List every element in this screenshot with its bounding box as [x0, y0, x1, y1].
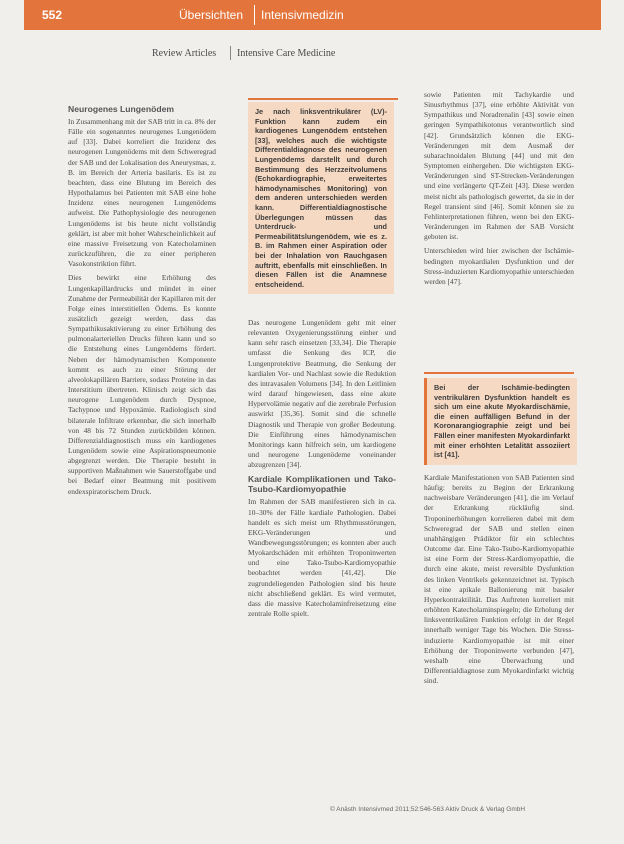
paragraph: Unterschieden wird hier zwischen der Ischämie-bedingten myokardialen Dysfunktion und der Stress-induzierten Kardiomyopathie unterschieden werden [47].: [424, 246, 574, 286]
callout-box: Je nach linksventrikulärer (LV)-Funktion kann zudem ein kardiogenes Lungenödem entstehen [33], welches auch die wichtigste Differentialdiagnose des neurogenen Lungenödems darstellt und durch Bestimmung des Herzzeitvolumens (Echokardiographie, erweitertes hämodynamisches Monitoring) von dem anderen unterschieden werden kann. Differentialdiagnostische Überlegungen müssen das Unterdruck- und Permeabilitätslungenödem, wie es z. B. im Rahmen einer Aspiration oder bei der Inhalation von Rauchgasen auftritt, ebenfalls mit einschließen. In diesen Fällen ist die Anamnese entscheidend.: [248, 102, 394, 294]
page-number: 552: [42, 8, 63, 22]
category-label: Intensivmedizin: [261, 8, 344, 22]
header-divider: [254, 5, 255, 25]
callout-rule: [424, 372, 574, 374]
callout-box: Bei der Ischämie-bedingten ventrikulären Dysfunktion handelt es sich um eine akute Myokardischämie, die einen auffälligen Befund in der Koronarangiographie zeigt und bei Fällen einer manifesten Myokardinfarkt mit einer erhöhten Letalität assoziiert ist [41].: [424, 378, 577, 465]
column-1: [68, 104, 216, 501]
callout-rule: [248, 98, 398, 100]
subheader-right: Intensive Care Medicine: [237, 48, 336, 59]
paragraph: Dies bewirkt eine Erhöhung des Lungenkapillardrucks und mündet in einer Zunahme der Permeabilität der Kapillaren mit der Folge eines interstitiellen Ödems. Es konnte zusätzlich gezeigt werden, dass das Sympathikusaktivierung zu einer Erhöhung des pulmonalarteriellen Drucks führen kann und so die Entstehung eines Lungenödems fördert. Neben der hämodynamischen Komponente kommt es auch zu einer Störung der alveolokapillären Barriere, sodass Proteine in das Interstitium übertreten. Klinisch zeigt sich das neurogene Lungenödem durch Dyspnoe, Tachypnoe und Hypoxämie. Radiologisch sind bilaterale Infiltrate erkennbar, die sich innerhalb von 48 bis 72 Stunden zurückbilden können. Differenzialdiagnostisch muss ein kardiogenes Lungenödem sowie eine Aspirationspneumonie abgegrenzt werden. Die Therapie besteht in supportiven Maßnahmen wie Sauerstoffgabe und bei Bedarf einer Beatmung mit positivem endexspiratorischem Druck.: [68, 273, 216, 496]
paragraph: Kardiale Manifestationen von SAB Patienten sind häufig: bereits zu Beginn der Erkrankung nachweisbare Veränderungen [41], die im Verlauf der Erkrankung rückläufig sind. Troponinerhöhungen korrelieren dabei mit dem Schweregrad der SAB und stellen einen unabhängigen Prädiktor für ein schlechtes Outcome dar. Eine Tako-Tsubo-Kardiomyopathie ist eine Form der Stress-Kardiomyopathie, die durch eine akute, meist reversible Dysfunktion des linken Ventrikels gekennzeichnet ist. Typisch ist eine apikale Ballonierung mit basaler Hyperkontraktilität. Das Auftreten korreliert mit erhöhten Katecholaminspiegeln; die Erholung der linksventrikulären Funktion erfolgt in der Regel innerhalb weniger Tage bis Wochen. Die Stress-induzierte Kardiomyopathie ist mit einer Erhöhung der Troponinwerte verbunden [47], weshalb eine Überwachung und Differentialdiagnose zum Myokardinfarkt wichtig sind.: [424, 473, 574, 686]
header-bar: [24, 0, 601, 30]
section-label: Übersichten: [179, 8, 244, 22]
column-2: [248, 318, 396, 623]
paragraph: In Zusammenhang mit der SAB tritt in ca. 8% der Fälle ein sogenanntes neurogenes Lungenödem auf [33]. Dabei korreliert die Inzidenz des neurogenen Lungenödems mit dem Schweregrad der SAB und der Lokalisation des Aneurysmas, z. B. im Bereich der Arteria basilaris. Es ist zu beachten, dass eine Blutung im Bereich des Hypothalamus bei Patienten mit SAB eine hohe Inzidenz eines neurogenen Lungenödems aufweist. Die Pathophysiologie des neurogenen Lungenödems ist bis heute nicht vollständig geklärt, ist aber mit hoher Wahrscheinlichkeit auf eine massive Freisetzung von Katecholaminen zurückzuführen, die zu einer peripheren Vasokonstriktion führt.: [68, 117, 216, 269]
column-3-continued: [424, 473, 574, 690]
paragraph: Das neurogene Lungenödem geht mit einer relevanten Oxygenierungsstörung einher und kann sehr rasch einsetzen [33,34]. Die Therapie umfasst die Senkung des ICP, die Lungenprotektive Beatmung, die Senkung der kardialen Vor- und Nachlast sowie die Reduktion des intravasalen Volumens [34]. In den Leitlinien wird darauf hingewiesen, dass eine akute Hypervolämie negativ auf die zerebrale Perfusion auswirkt [35,36]. Somit sind die schnelle Diagnostik und Therapie von großer Bedeutung. Die Einführung eines hämodynamischen Monitorings kann hilfreich sein, um kardiogene und neurogene Lungenödeme voneinander abzugrenzen [34].: [248, 318, 396, 470]
section-heading: Neurogenes Lungenödem: [68, 104, 174, 114]
column-3: [424, 90, 574, 291]
footer-credit: © Anästh Intensivmed 2011;52:546-563 Aktiv Druck & Verlag GmbH: [330, 806, 526, 813]
subheader-divider: [230, 46, 231, 60]
section-heading: Kardiale Komplikationen und Tako-Tsubo-Kardiomyopathie: [248, 474, 396, 495]
paragraph: sowie Patienten mit Tachykardie und Sinusrhythmus [37], eine erhöhte Aktivität von Sympathikus und Noradrenalin [43] sowie einen geringen Sympathikotonus verantwortlich sind [42]. Grundsätzlich können die EKG-Veränderungen mit dem Ausmaß der subarachnoidalen Blutung [44] und mit den Symptomen einhergehen. Die wichtigsten EKG-Veränderungen sind ST-Strecken-Veränderungen und eine verlängerte QT-Zeit [43]. Diese werden meist nicht als pathologisch gewertet, da sie in der Regel transient sind [46]. Somit können sie zu Fehlinterpretationen führen, wenn bei den EKG-Veränderungen im Rahmen der SAB Vorsicht geboten ist.: [424, 90, 574, 242]
subheader-left: Review Articles: [152, 48, 217, 59]
paragraph: Im Rahmen der SAB manifestieren sich in ca. 10–30% der Fälle kardiale Pathologien. Dabei handelt es sich meist um Rhythmusstörungen, EKG-Veränderungen und Wandbewegungsstörungen; es konnten aber auch Myokardschäden mit erhöhten Troponinwerten und eine Tako-Tsubo-Kardiomyopathie beobachtet werden [41,42]. Die zugrundeliegenden Pathologien sind bis heute nicht abschließend geklärt. Es wird vermutet, dass die massive Katecholaminfreisetzung eine zentrale Rolle spielt.: [248, 497, 396, 619]
